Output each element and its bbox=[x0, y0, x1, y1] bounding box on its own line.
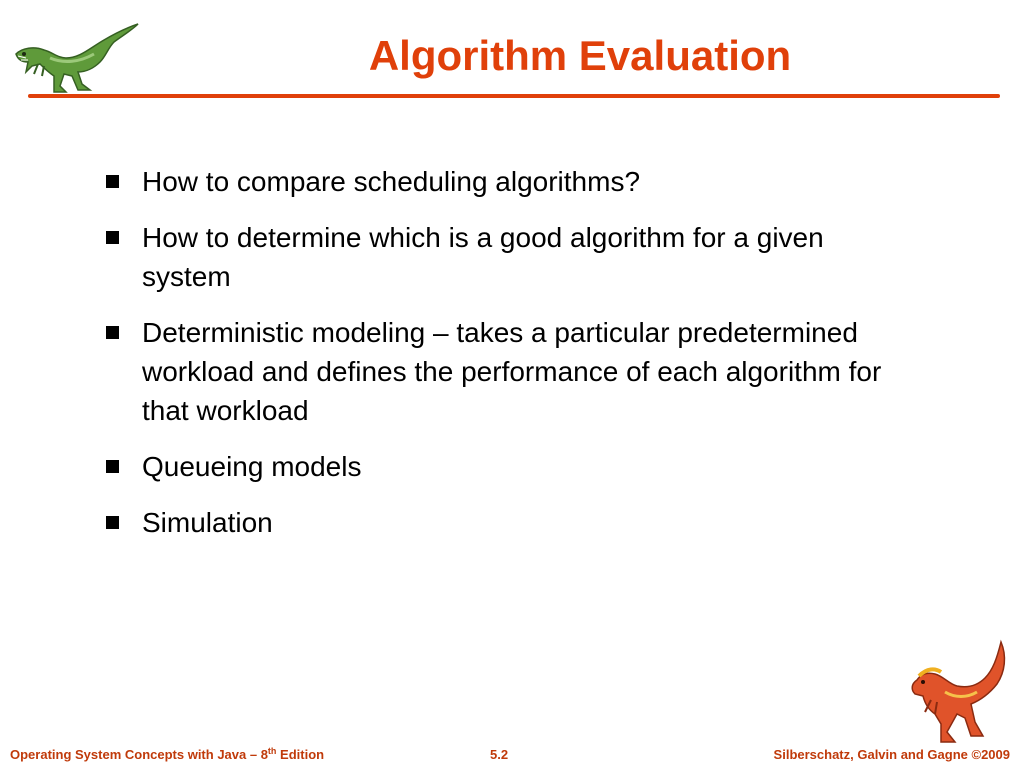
bullet-item bbox=[104, 447, 904, 486]
footer-book-title-text: Operating System Concepts with Java – 8 bbox=[10, 747, 268, 762]
bullet-text: How to determine which is a good algorithm for a given system bbox=[142, 222, 824, 292]
footer-superscript: th bbox=[267, 746, 277, 756]
bullet-item bbox=[104, 503, 904, 542]
bullet-item bbox=[104, 313, 904, 430]
square-bullet-icon bbox=[106, 516, 119, 529]
title-divider bbox=[28, 94, 1000, 98]
slide-title: Algorithm Evaluation bbox=[368, 32, 792, 79]
bullet-item bbox=[104, 218, 904, 296]
bullet-text: Queueing models bbox=[142, 451, 362, 482]
bullet-item bbox=[104, 162, 904, 201]
square-bullet-icon bbox=[106, 460, 119, 473]
page-number: 5.2 bbox=[490, 747, 509, 762]
bullet-list bbox=[104, 162, 904, 559]
red-dinosaur-icon bbox=[905, 638, 1015, 746]
square-bullet-icon bbox=[106, 326, 119, 339]
square-bullet-icon bbox=[106, 231, 119, 244]
footer-copyright: Silberschatz, Galvin and Gagne ©2009 bbox=[773, 747, 1010, 762]
bullet-text: Deterministic modeling – takes a particular predetermined workload and defines the performance of each algorithm for that workload bbox=[142, 317, 882, 426]
footer-book-title bbox=[10, 746, 324, 764]
green-dinosaur-icon bbox=[10, 18, 142, 94]
square-bullet-icon bbox=[106, 175, 119, 188]
bullet-text: Simulation bbox=[142, 507, 273, 538]
bullet-text: How to compare scheduling algorithms? bbox=[142, 166, 641, 197]
footer-book-title-suffix: Edition bbox=[276, 747, 325, 762]
